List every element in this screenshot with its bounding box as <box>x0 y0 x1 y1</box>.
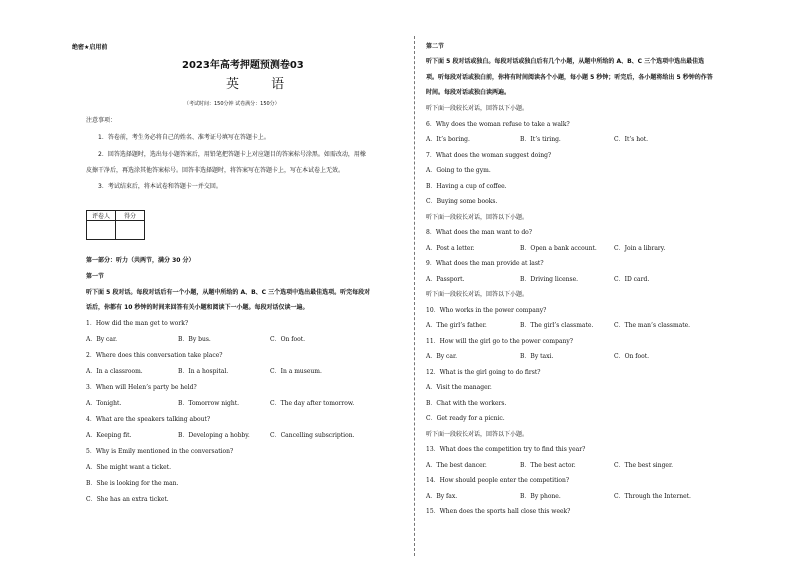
question-stem: 6．Why does the woman refuse to take a walk? <box>426 120 570 128</box>
question-stem: 3．When will Helen’s party be held? <box>86 384 197 391</box>
score-table-grader-header: 评卷人 <box>87 211 116 221</box>
answer-option[interactable]: B．Tomorrow night. <box>178 400 240 407</box>
answer-option[interactable]: B．Chat with the workers. <box>426 399 507 407</box>
answer-option[interactable]: C．The best singer. <box>614 461 674 469</box>
section2-instructions: 项。听每段对话或独白前，你将有时间阅读各个小题，每小题 5 秒钟；听完后，各小题将给出 5 秒钟的作答 <box>426 74 713 81</box>
answer-option[interactable]: C．The day after tomorrow. <box>270 400 355 407</box>
answer-option[interactable]: B．In a hospital. <box>178 368 229 375</box>
answer-option[interactable]: A．By fax. <box>426 492 458 500</box>
answer-option[interactable]: C．Join a library. <box>614 244 666 252</box>
subject-title: 英 语 <box>226 77 299 92</box>
answer-option[interactable]: C．On foot. <box>614 353 650 360</box>
question-stem: 4．What are the speakers talking about? <box>86 416 211 423</box>
notice-item: 皮擦干净后，再选涂其他答案标号。回答非选择题时，将答案写在答题卡上，写在本试卷上无效。 <box>86 167 345 174</box>
answer-option[interactable]: A．In a classroom. <box>86 368 143 375</box>
answer-option[interactable]: C．She has an extra ticket. <box>86 496 169 503</box>
answer-option[interactable]: A．Post a letter. <box>426 244 475 252</box>
question-stem: 13．What does the competition try to find this year? <box>426 446 586 453</box>
question-stem: 2．Where does this conversation take place? <box>86 352 223 359</box>
answer-option[interactable]: C．ID card. <box>614 275 650 283</box>
answer-option[interactable]: A．Passport. <box>426 275 465 283</box>
answer-option[interactable]: C．Get ready for a picnic. <box>426 415 505 422</box>
notice-item: 2．回答选择题时，选出每小题答案后，用铅笔把答题卡上对应题目的答案标号涂黑。如需改动，用橡 <box>98 151 366 158</box>
answer-option[interactable]: A．She might want a ticket. <box>86 464 171 471</box>
answer-option[interactable]: B．Having a cup of coffee. <box>426 182 507 190</box>
section1-instructions: 听下面 5 段对话。每段对话后有一个小题，从题中所给的 A、B、C 三个选项中选出最佳选项。听完每段对 <box>86 289 371 296</box>
exam-info: （考试时间：150分钟 试卷满分：150分） <box>184 101 280 107</box>
answer-option[interactable]: A．By car. <box>86 336 118 343</box>
answer-option[interactable]: B．It’s tiring. <box>520 136 561 143</box>
answer-option[interactable]: A．The best dancer. <box>426 461 487 469</box>
listening-prompt: 听下面一段较长对话，回答以下小题。 <box>426 213 529 221</box>
answer-option[interactable]: A．By car. <box>426 353 458 360</box>
answer-option[interactable]: B．By phone. <box>520 492 561 500</box>
question-stem: 7．What does the woman suggest doing? <box>426 151 552 159</box>
answer-option[interactable]: B．Open a bank account. <box>520 244 597 252</box>
grader-cell[interactable] <box>87 221 116 240</box>
answer-option[interactable]: A．Tonight. <box>86 400 122 407</box>
score-table-score-header: 得分 <box>116 211 145 221</box>
answer-option[interactable]: B．Driving license. <box>520 275 579 283</box>
section1-heading: 第一节 <box>86 273 105 280</box>
answer-option[interactable]: A．It’s boring. <box>426 136 470 143</box>
section2-instructions: 时间。每段对话或独白读两遍。 <box>426 89 511 96</box>
exam-title: 2023年高考押题预测卷03 <box>182 60 304 71</box>
notice-item: 1．答卷前，考生务必将自己的姓名、准考证号填写在答题卡上。 <box>98 134 270 141</box>
score-cell[interactable] <box>116 221 145 240</box>
listening-prompt: 听下面一段较长对话，回答以下小题。 <box>426 430 529 438</box>
answer-option[interactable]: A．The girl’s father. <box>426 322 487 329</box>
answer-option[interactable]: A．Visit the manager. <box>426 384 492 391</box>
listening-prompt: 听下面一段较长对话，回答以下小题。 <box>426 291 529 298</box>
question-stem: 8．What does the man want to do? <box>426 229 533 236</box>
question-stem: 15．When does the sports hall close this week? <box>426 508 571 515</box>
answer-option[interactable]: C．Through the Internet. <box>614 492 691 500</box>
answer-option[interactable]: B．By bus. <box>178 336 211 343</box>
answer-option[interactable]: B．By taxi. <box>520 353 554 360</box>
answer-option[interactable]: C．On foot. <box>270 336 306 343</box>
answer-option[interactable]: B．The best actor. <box>520 461 576 469</box>
section2-instructions: 听下面 5 段对话或独白。每段对话或独白后有几个小题，从题中所给的 A、B、C 三个选项中选出最佳选 <box>426 58 705 65</box>
answer-option[interactable]: B．Developing a hobby. <box>178 432 250 439</box>
part1-heading: 第一部分：听力（共两节，满分 30 分） <box>86 257 195 264</box>
section1-instructions: 话后，你都有 10 秒钟的时间来回答有关小题和阅读下一小题。每段对话仅读一遍。 <box>86 304 309 311</box>
question-stem: 11．How will the girl go to the power company? <box>426 337 574 345</box>
answer-option[interactable]: B．The girl’s classmate. <box>520 322 594 329</box>
answer-option[interactable]: A．Going to the gym. <box>426 167 491 174</box>
answer-option[interactable]: C．It’s hot. <box>614 136 649 143</box>
question-stem: 10．Who works in the power company? <box>426 306 547 314</box>
answer-option[interactable]: C．In a museum. <box>270 368 322 375</box>
answer-option[interactable]: C．The man’s classmate. <box>614 322 691 329</box>
question-stem: 5．Why is Emily mentioned in the conversation? <box>86 448 234 455</box>
question-stem: 9．What does the man provide at last? <box>426 260 544 267</box>
answer-option[interactable]: C．Buying some books. <box>426 198 498 205</box>
column-divider <box>414 36 415 556</box>
answer-option[interactable]: B．She is looking for the man. <box>86 480 179 487</box>
secret-label: 绝密★启用前 <box>72 44 108 51</box>
question-stem: 1．How did the man get to work? <box>86 320 189 327</box>
listening-prompt: 听下面一段较长对话，回答以下小题。 <box>426 105 529 112</box>
question-stem: 12．What is the girl going to do first? <box>426 368 541 376</box>
answer-option[interactable]: A．Keeping fit. <box>86 432 132 439</box>
notice-item: 3．考试结束后，将本试卷和答题卡一并交回。 <box>98 183 222 190</box>
question-stem: 14．How should people enter the competition? <box>426 477 570 484</box>
answer-option[interactable]: C．Cancelling subscription. <box>270 432 355 439</box>
section2-heading: 第二节 <box>426 43 445 50</box>
score-table <box>86 210 145 240</box>
notice-heading: 注意事项： <box>86 117 117 124</box>
